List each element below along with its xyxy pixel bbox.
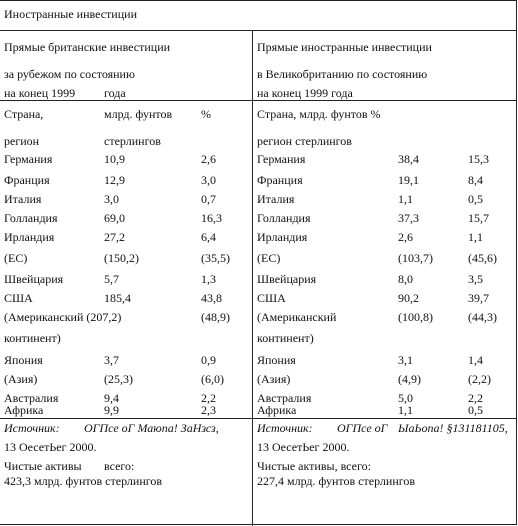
right-row-amount: (4,9) — [398, 372, 421, 386]
left-row-amount: 3,7 — [104, 353, 119, 367]
left-col-country-1: Страна, — [4, 107, 44, 121]
right-row-pct: 0,5 — [468, 192, 483, 206]
right-heading-line-1: Прямые иностранные инвестиции — [257, 40, 432, 54]
right-row-pct: 0,5 — [468, 403, 483, 417]
rule-under-title — [0, 30, 517, 31]
right-row-pct: 8,4 — [468, 173, 483, 187]
right-net-assets-label: Чистые активы, всего: — [257, 459, 371, 473]
right-row-country: Германия — [257, 152, 306, 166]
right-row-amount: 1,1 — [398, 192, 413, 206]
right-row-amount: 38,4 — [398, 152, 419, 166]
right-row-country: Африка — [257, 403, 297, 417]
left-heading-line-3a: на конец 1999 — [4, 86, 76, 100]
right-row-amount: (100,8) — [398, 310, 433, 324]
left-row-amount: (25,3) — [104, 372, 133, 386]
left-net-assets-value: 423,3 млрд. фунтов стерлингов — [4, 474, 163, 488]
right-row-country: Австралия — [257, 391, 312, 405]
right-heading-line-3: на конец 1999 года — [257, 86, 353, 100]
right-row-country: Ирландия — [257, 230, 308, 244]
left-row-amount: 3,0 — [104, 192, 119, 206]
right-row-amount: 8,0 — [398, 272, 413, 286]
left-row-country: Япония — [4, 353, 43, 367]
right-row-country: Япония — [257, 353, 296, 367]
right-row-amount: (103,7) — [398, 251, 433, 265]
right-source-text-a: ОГПсе оГ — [337, 421, 388, 435]
right-row-amount: 5,0 — [398, 391, 413, 405]
left-net-assets-label: Чистые активы — [4, 459, 82, 473]
left-row-pct: 3,0 — [201, 173, 216, 187]
right-source-date: 13 ОесетЬег 2000. — [257, 440, 350, 454]
left-row-country: США — [4, 291, 33, 305]
left-col-pct: % — [201, 107, 211, 121]
left-row-amount: 9,4 — [104, 391, 119, 405]
right-row-country: континент) — [257, 331, 314, 345]
right-col-header-2: регион стерлингов — [257, 134, 352, 148]
right-col-header-1: Страна, млрд. фунтов % — [257, 107, 381, 121]
left-row-pct: 0,7 — [201, 192, 216, 206]
right-source-text-b: ЫаЬопа! §131181105, — [398, 421, 508, 435]
left-row-pct: (35,5) — [201, 251, 230, 265]
left-heading-line-2: за рубежом по состоянию — [4, 67, 135, 81]
right-source-label: Источник: — [257, 421, 313, 435]
table-title: Иностранные инвестиции — [4, 7, 137, 21]
right-row-pct: (44,3) — [468, 310, 497, 324]
right-row-pct: 2,2 — [468, 391, 483, 405]
right-row-amount: 37,3 — [398, 211, 419, 225]
left-row-pct: 2,2 — [201, 391, 216, 405]
left-row-pct: 43,8 — [201, 291, 222, 305]
right-row-country: (ЕС) — [257, 251, 281, 265]
right-row-country: (Азия) — [257, 372, 291, 386]
right-row-amount: 19,1 — [398, 173, 419, 187]
left-heading-line-3b: года — [104, 86, 126, 100]
right-row-country: США — [257, 291, 286, 305]
left-source-label: Источник: — [4, 421, 60, 435]
left-row-country: Ирландия — [4, 230, 55, 244]
right-row-pct: 39,7 — [468, 291, 489, 305]
right-row-country: Голландия — [257, 211, 311, 225]
right-row-amount: 1,1 — [398, 403, 413, 417]
right-row-amount: 3,1 — [398, 353, 413, 367]
right-row-pct: 1,4 — [468, 353, 483, 367]
left-row-pct: 2,6 — [201, 152, 216, 166]
left-col-amount-1: млрд. фунтов — [104, 107, 173, 121]
left-row-amount: 5,7 — [104, 272, 119, 286]
left-row-country: Швейцария — [4, 272, 64, 286]
right-row-pct: 3,5 — [468, 272, 483, 286]
left-row-country: (Азия) — [4, 372, 38, 386]
left-row-country: (ЕС) — [4, 251, 28, 265]
right-row-pct: 15,7 — [468, 211, 489, 225]
rule-under-headings — [0, 100, 517, 101]
column-divider — [252, 30, 253, 526]
right-row-pct: 15,3 — [468, 152, 489, 166]
left-source-text: ОГПсе оГ Маюпа! ЗаНзсз, — [84, 421, 219, 435]
left-row-country: (Американский (207,2) — [4, 310, 122, 324]
left-row-pct: 2,3 — [201, 403, 216, 417]
left-row-pct: 1,3 — [201, 272, 216, 286]
left-net-assets-total: всего: — [104, 459, 135, 473]
left-col-country-2: регион — [4, 134, 40, 148]
left-row-pct: 0,9 — [201, 353, 216, 367]
right-heading-line-2: в Великобританию по состоянию — [257, 67, 428, 81]
right-row-amount: 2,6 — [398, 230, 413, 244]
right-row-country: Франция — [257, 173, 303, 187]
left-row-country: Африка — [4, 403, 44, 417]
left-row-country: континент) — [4, 331, 61, 345]
left-row-amount: 10,9 — [104, 152, 125, 166]
right-net-assets-value: 227,4 млрд. фунтов стерлингов — [257, 474, 416, 488]
left-row-amount: 27,2 — [104, 230, 125, 244]
left-row-pct: (6,0) — [201, 372, 224, 386]
left-row-country: Германия — [4, 152, 53, 166]
left-row-country: Франция — [4, 173, 50, 187]
left-row-country: Голландия — [4, 211, 58, 225]
rule-above-source — [0, 418, 517, 419]
right-row-country: (Американский — [257, 310, 337, 324]
left-heading-line-1: Прямые британские инвестиции — [4, 40, 171, 54]
left-row-country: Италия — [4, 192, 42, 206]
right-row-pct: (45,6) — [468, 251, 497, 265]
right-row-pct: (2,2) — [468, 372, 491, 386]
left-row-pct: (48,9) — [201, 310, 230, 324]
left-row-amount: (150,2) — [104, 251, 139, 265]
left-row-amount: 185,4 — [104, 291, 131, 305]
left-source-date: 13 ОесетЬег 2000. — [4, 440, 97, 454]
left-row-amount: 12,9 — [104, 173, 125, 187]
left-row-amount: 69,0 — [104, 211, 125, 225]
left-col-amount-2: стерлингов — [104, 134, 161, 148]
right-row-country: Италия — [257, 192, 295, 206]
left-row-amount: 9,9 — [104, 403, 119, 417]
left-row-pct: 16,3 — [201, 211, 222, 225]
right-row-amount: 90,2 — [398, 291, 419, 305]
left-row-pct: 6,4 — [201, 230, 216, 244]
right-row-pct: 1,1 — [468, 230, 483, 244]
right-row-country: Швейцария — [257, 272, 317, 286]
left-row-country: Австралия — [4, 391, 59, 405]
